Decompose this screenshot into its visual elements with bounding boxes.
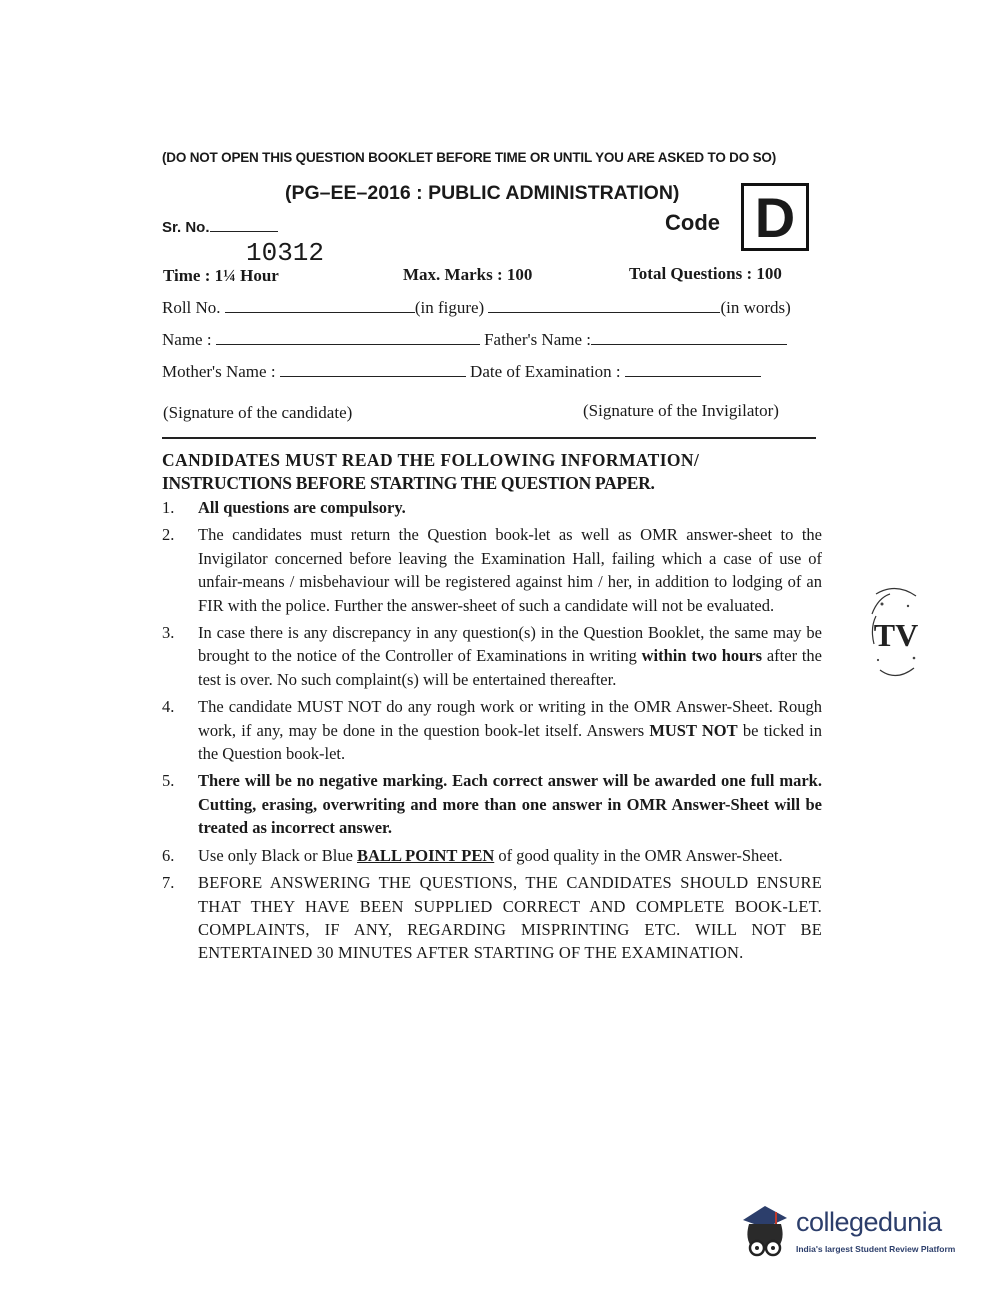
roll-no-words-field[interactable] bbox=[488, 300, 720, 313]
name-field[interactable] bbox=[216, 332, 480, 345]
serial-line bbox=[210, 221, 278, 232]
item-number: 4. bbox=[162, 697, 175, 717]
roll-no-figure-field[interactable] bbox=[225, 300, 415, 313]
roll-no-row bbox=[162, 298, 791, 318]
instructions-heading bbox=[162, 449, 822, 495]
list-item bbox=[162, 496, 822, 519]
serial-number: 10312 bbox=[246, 238, 325, 268]
code-box bbox=[741, 183, 809, 251]
mothers-name-label: Mother's Name : bbox=[162, 362, 276, 381]
booklet-notice: (DO NOT OPEN THIS QUESTION BOOKLET BEFORE TIME OR UNTIL YOU ARE ASKED TO DO SO) bbox=[162, 150, 776, 165]
item-text: after the test is over. No such complaint(s) will be entertained thereafter. bbox=[198, 646, 822, 689]
in-figure-label: (in figure) bbox=[414, 298, 485, 317]
mothers-name-row bbox=[162, 362, 761, 382]
mothers-name-field[interactable] bbox=[280, 364, 466, 377]
svg-text:TV: TV bbox=[873, 617, 919, 653]
time-info: Time : 1¼ Hour bbox=[163, 266, 279, 285]
code-value: D bbox=[754, 186, 796, 249]
code-label: Code bbox=[665, 210, 720, 235]
list-item bbox=[162, 871, 822, 965]
item-number: 2. bbox=[162, 525, 175, 545]
list-item bbox=[162, 621, 822, 691]
total-questions: Total Questions : 100 bbox=[629, 264, 782, 283]
instructions-heading-line2: INSTRUCTIONS BEFORE STARTING THE QUESTION PAPER. bbox=[162, 473, 655, 493]
serial-label bbox=[162, 219, 278, 236]
fathers-name-label: Father's Name : bbox=[484, 330, 592, 349]
in-words-label: (in words) bbox=[720, 298, 791, 317]
list-item bbox=[162, 844, 822, 867]
date-of-exam-field[interactable] bbox=[625, 364, 761, 377]
collegedunia-mascot-icon bbox=[735, 1198, 793, 1260]
item-text: Use only Black or Blue bbox=[198, 845, 358, 865]
item-number: 6. bbox=[162, 845, 175, 865]
item-text: There will be no negative marking. Each correct answer will be awarded one full mark. Cutting, erasing, overwriting and more than one answer in OMR Answer-Sheet will be treated as incorrect answer. bbox=[198, 771, 822, 838]
name-label: Name : bbox=[162, 330, 212, 349]
item-number: 3. bbox=[162, 623, 175, 643]
section-divider bbox=[162, 437, 816, 439]
item-text: All questions are compulsory. bbox=[198, 498, 406, 517]
item-text: of good quality in the OMR Answer-Sheet. bbox=[494, 845, 783, 865]
brand-name: collegedunia bbox=[796, 1207, 942, 1237]
list-item bbox=[162, 523, 822, 617]
max-marks: Max. Marks : 100 bbox=[403, 265, 533, 284]
margin-stamp-icon bbox=[868, 584, 924, 688]
name-row bbox=[162, 330, 787, 350]
instructions-heading-line1: CANDIDATES MUST READ THE FOLLOWING INFORMATION/ bbox=[162, 450, 700, 470]
item-text: The candidates must return the Question book-let as well as OMR answer-sheet to the Invigilator concerned before leaving the Examination Hall, failing which a case of use of unfair-means / misbehaviour will be registered against him / her, in addition to lodging of an FIR with the police. Further the answer-sheet of such a candidate will not be evaluated. bbox=[198, 525, 822, 615]
item-number: 5. bbox=[162, 771, 175, 791]
item-number: 1. bbox=[162, 498, 175, 517]
instructions-list bbox=[162, 496, 822, 969]
item-text: be ticked in the Question book-let. bbox=[198, 720, 822, 764]
roll-no-label: Roll No. bbox=[162, 298, 221, 317]
item-text: The candidate MUST NOT do any rough work or writing in the OMR Answer-Sheet. Rough work, if any, may be done in the question book-let itself. Answers bbox=[198, 697, 822, 740]
item-number: 7. bbox=[162, 873, 175, 893]
list-item bbox=[162, 695, 822, 765]
candidate-signature: (Signature of the candidate) bbox=[163, 403, 353, 422]
invigilator-signature: (Signature of the Invigilator) bbox=[583, 401, 779, 420]
brand-tagline: India's largest Student Review Platform bbox=[796, 1244, 956, 1254]
item-text: In case there is any discrepancy in any question(s) in the Question Booklet, the same may be brought to the notice of the Controller of Examinations in writing bbox=[198, 623, 822, 666]
date-of-exam-label: Date of Examination : bbox=[470, 362, 621, 381]
item-text-bold: MUST NOT bbox=[649, 720, 738, 740]
item-text: BEFORE ANSWERING THE QUESTIONS, THE CANDIDATES SHOULD ENSURE THAT THEY HAVE BEEN SUPPLIED CORRECT AND COMPLETE BOOK-LET. COMPLAINTS, IF ANY, REGARDING MISPRINTING ETC. WILL NOT BE ENTERTAINED 30 MINUTES AFTER STARTING OF THE EXAMINATION. bbox=[198, 873, 822, 963]
serial-label-text: Sr. No. bbox=[162, 219, 210, 236]
fathers-name-field[interactable] bbox=[591, 332, 787, 345]
list-item bbox=[162, 769, 822, 839]
item-text-bold: within two hours bbox=[641, 646, 763, 666]
item-text-underlined: BALL POINT PEN bbox=[357, 845, 495, 865]
paper-title: (PG–EE–2016 : PUBLIC ADMINISTRATION) bbox=[285, 182, 680, 204]
